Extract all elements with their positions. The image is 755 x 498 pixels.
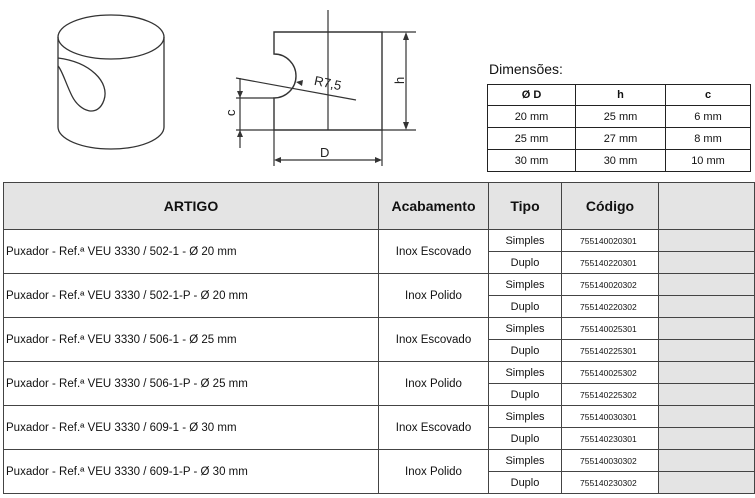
blank-cell <box>659 318 755 340</box>
c-label: c <box>223 109 238 116</box>
tipo-cell: Duplo <box>489 296 562 318</box>
header-artigo: ARTIGO <box>4 183 379 230</box>
products-header-row <box>4 183 755 230</box>
artigo-cell: Puxador - Ref.ª VEU 3330 / 506-1 - Ø 25 mm <box>4 318 379 362</box>
artigo-cell: Puxador - Ref.ª VEU 3330 / 609-1-P - Ø 30 mm <box>4 450 379 494</box>
dim-header-c: c <box>666 85 751 106</box>
codigo-cell: 755140030301 <box>562 406 659 428</box>
dimensions-row <box>488 150 751 172</box>
codigo-cell: 755140025301 <box>562 318 659 340</box>
blank-cell <box>659 230 755 252</box>
products-table <box>3 182 755 494</box>
blank-cell <box>659 252 755 274</box>
blank-cell <box>659 384 755 406</box>
dim-cell: 10 mm <box>666 150 751 172</box>
dim-cell: 27 mm <box>576 128 666 150</box>
dim-cell: 30 mm <box>488 150 576 172</box>
tipo-cell: Simples <box>489 318 562 340</box>
cylinder-knob-illustration <box>58 15 164 149</box>
artigo-cell: Puxador - Ref.ª VEU 3330 / 506-1-P - Ø 25 mm <box>4 362 379 406</box>
codigo-cell: 755140230302 <box>562 472 659 494</box>
artigo-cell: Puxador - Ref.ª VEU 3330 / 502-1 - Ø 20 mm <box>4 230 379 274</box>
radius-label: R7,5 <box>312 72 343 94</box>
artigo-cell: Puxador - Ref.ª VEU 3330 / 502-1-P - Ø 20 mm <box>4 274 379 318</box>
dimensions-row <box>488 128 751 150</box>
codigo-cell: 755140225301 <box>562 340 659 362</box>
header-acabamento: Acabamento <box>379 183 489 230</box>
tipo-cell: Simples <box>489 406 562 428</box>
tipo-cell: Simples <box>489 230 562 252</box>
acabamento-cell: Inox Polido <box>379 274 489 318</box>
tipo-cell: Simples <box>489 450 562 472</box>
table-row <box>4 362 755 384</box>
table-row <box>4 450 755 472</box>
dimensions-title: Dimensões: <box>489 61 563 77</box>
tipo-cell: Duplo <box>489 384 562 406</box>
dim-cell: 30 mm <box>576 150 666 172</box>
dim-cell: 20 mm <box>488 106 576 128</box>
codigo-cell: 755140020301 <box>562 230 659 252</box>
dim-cell: 25 mm <box>488 128 576 150</box>
codigo-cell: 755140020302 <box>562 274 659 296</box>
dimensions-table <box>487 84 751 172</box>
tipo-cell: Duplo <box>489 340 562 362</box>
blank-cell <box>659 362 755 384</box>
tipo-cell: Duplo <box>489 472 562 494</box>
dim-header-diameter: Ø D <box>488 85 576 106</box>
codigo-cell: 755140025302 <box>562 362 659 384</box>
header-tipo: Tipo <box>489 183 562 230</box>
table-row <box>4 274 755 296</box>
tipo-cell: Simples <box>489 274 562 296</box>
table-row <box>4 406 755 428</box>
blank-cell <box>659 472 755 494</box>
blank-cell <box>659 296 755 318</box>
tipo-cell: Duplo <box>489 428 562 450</box>
tipo-cell: Simples <box>489 362 562 384</box>
blank-cell <box>659 450 755 472</box>
table-row <box>4 318 755 340</box>
codigo-cell: 755140220302 <box>562 296 659 318</box>
diameter-label: D <box>320 145 330 160</box>
dimensions-header-row <box>488 85 751 106</box>
header-codigo: Código <box>562 183 659 230</box>
dim-cell: 6 mm <box>666 106 751 128</box>
codigo-cell: 755140225302 <box>562 384 659 406</box>
blank-cell <box>659 406 755 428</box>
blank-cell <box>659 340 755 362</box>
blank-cell <box>659 428 755 450</box>
codigo-cell: 755140230301 <box>562 428 659 450</box>
dimensions-row <box>488 106 751 128</box>
acabamento-cell: Inox Polido <box>379 450 489 494</box>
tipo-cell: Duplo <box>489 252 562 274</box>
artigo-cell: Puxador - Ref.ª VEU 3330 / 609-1 - Ø 30 mm <box>4 406 379 450</box>
dim-cell: 8 mm <box>666 128 751 150</box>
codigo-cell: 755140220301 <box>562 252 659 274</box>
acabamento-cell: Inox Escovado <box>379 230 489 274</box>
height-label: h <box>392 76 407 84</box>
codigo-cell: 755140030302 <box>562 450 659 472</box>
table-row <box>4 230 755 252</box>
dim-header-height: h <box>576 85 666 106</box>
blank-cell <box>659 274 755 296</box>
acabamento-cell: Inox Escovado <box>379 318 489 362</box>
acabamento-cell: Inox Polido <box>379 362 489 406</box>
dim-cell: 25 mm <box>576 106 666 128</box>
acabamento-cell: Inox Escovado <box>379 406 489 450</box>
header-blank <box>659 183 755 230</box>
technical-drawing <box>0 0 480 180</box>
